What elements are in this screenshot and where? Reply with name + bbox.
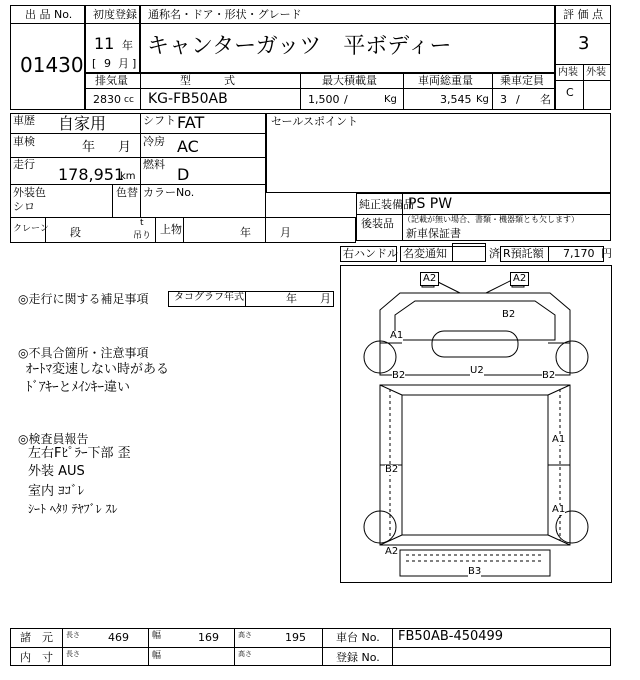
- fuel-label: 燃料: [143, 158, 165, 171]
- displacement-label: 排気量: [95, 74, 128, 87]
- gross-weight-unit: Kg: [476, 94, 489, 105]
- max-load-label: 最大積載量: [322, 74, 377, 87]
- history-value: 自家用: [58, 114, 107, 133]
- code-a2-right-mirror: A2: [510, 272, 529, 286]
- truck-damage-diagram: [340, 265, 612, 583]
- inner-dims-label: 内 寸: [20, 651, 53, 664]
- model-value: KG-FB50AB: [148, 91, 228, 107]
- code-b2-left-side: B2: [385, 464, 399, 475]
- code-b3-rear: B3: [468, 566, 482, 577]
- code-a2-left-rear: A2: [385, 546, 399, 557]
- history-label: 車歴: [13, 114, 35, 127]
- crane-lift-unit: 吊り: [133, 231, 152, 241]
- tachograph-label: タコグラフ年式: [174, 292, 244, 303]
- code-b2-roof: B2: [502, 309, 516, 320]
- interior-grade-label: 内装: [558, 67, 578, 78]
- code-a2-left-mirror: A2: [420, 272, 439, 286]
- defects-label: ◎不具合箇所・注意事項: [18, 346, 149, 360]
- gross-weight-label: 車両総重量: [418, 74, 473, 87]
- report-1: 左右Fﾋﾟﾗｰ下部 歪: [28, 446, 131, 461]
- grade-label: 評 価 点: [563, 8, 603, 21]
- shift-label: シフト: [143, 114, 176, 127]
- length-value: 469: [108, 631, 129, 644]
- vehicle-name-label: 通称名・ドア・形状・グレード: [148, 8, 302, 21]
- max-load-value: 1,500: [308, 93, 340, 106]
- code-b2-right-pillar: B2: [542, 370, 556, 381]
- ext-color-label: 外装色: [13, 186, 46, 199]
- steering-value: 右ハンドル: [343, 247, 398, 260]
- length-label: 長さ: [66, 631, 80, 639]
- inner-width-label: 幅: [152, 651, 162, 661]
- defect-1: ｵｰﾄﾏ変速しない時がある: [26, 362, 170, 377]
- height-label: 高さ: [238, 631, 252, 639]
- sales-point-label: セールスポイント: [271, 115, 359, 128]
- capacity-label: 乗車定員: [500, 74, 544, 87]
- first-registration-label: 初度登録: [93, 8, 137, 21]
- crane-label: クレーン: [13, 224, 49, 234]
- crane-stage-unit: 段: [70, 226, 81, 239]
- crane-ton-unit: t: [140, 218, 144, 228]
- dims-label: 諸 元: [20, 631, 53, 644]
- model-label: 型 式: [180, 74, 235, 87]
- grade-value: 3: [578, 33, 590, 54]
- chassis-value: FB50AB-450499: [398, 629, 504, 644]
- registration-no-label: 登録 No.: [336, 651, 380, 664]
- fuel-value: D: [177, 165, 190, 184]
- height-value: 195: [285, 631, 306, 644]
- report-3: 室内 ﾖｺﾞﾚ: [28, 484, 85, 499]
- displacement-value: 2830: [93, 93, 121, 106]
- width-value: 169: [198, 631, 219, 644]
- lot-number-label: 出 品 No.: [25, 8, 73, 21]
- inspection-month-unit: 月: [118, 140, 132, 155]
- code-a1-left-door: A1: [390, 330, 404, 341]
- capacity-unit: 名: [540, 93, 551, 106]
- registration-month: 9: [104, 57, 111, 70]
- recycle-label: R預託額: [503, 247, 544, 260]
- driving-notes-label: ◎走行に関する補足事項: [18, 292, 149, 306]
- inner-length-label: 長さ: [66, 650, 80, 658]
- lot-number: 01430: [20, 53, 84, 77]
- recycle-value: 7,170: [563, 247, 595, 260]
- mileage-unit: km: [120, 171, 136, 182]
- width-label: 幅: [152, 631, 162, 641]
- gross-weight-value: 3,545: [440, 93, 472, 106]
- chassis-label: 車台 No.: [336, 631, 380, 644]
- code-a1-right-rear: A1: [552, 504, 566, 515]
- registration-year: 11: [94, 34, 115, 53]
- interior-grade-value: C: [566, 86, 574, 99]
- upper-label: 上物: [160, 223, 182, 236]
- ac-value: AC: [177, 137, 199, 156]
- mileage-value: 178,951: [58, 165, 125, 184]
- inspection-year-unit: 年: [82, 140, 96, 155]
- inner-height-label: 高さ: [238, 650, 252, 658]
- shift-value: FAT: [177, 113, 205, 132]
- name-change-value-box: [452, 243, 486, 262]
- year-unit: 年: [122, 39, 133, 52]
- name-change-label: 名変通知: [403, 247, 447, 260]
- exterior-grade-label: 外装: [586, 67, 606, 78]
- equipment-value: PS PW: [408, 196, 453, 212]
- vehicle-name: キャンターガッツ 平ボディー: [147, 34, 452, 59]
- warranty-text: 新車保証書: [406, 227, 461, 240]
- tachograph-year-unit: 年: [286, 292, 297, 305]
- color-no-label: カラーNo.: [143, 186, 195, 199]
- upper-year-unit: 年: [240, 226, 251, 239]
- defect-2: ﾄﾞｱｷｰとﾒｲﾝｷｰ違い: [26, 380, 131, 395]
- color-change-label: 色替: [116, 186, 138, 199]
- report-4: ｼｰﾄ ﾍﾀﾘ ﾃﾔﾌﾞﾚ ｽﾚ: [28, 502, 118, 516]
- ext-color-value: シロ: [13, 200, 35, 213]
- inspector-report-label: ◎検査員報告: [18, 432, 89, 446]
- report-2: 外装 AUS: [28, 464, 85, 479]
- max-load-unit: Kg: [384, 94, 397, 105]
- code-u2-cab: U2: [470, 365, 484, 376]
- tachograph-month-unit: 月: [320, 292, 331, 305]
- upper-month-unit: 月: [280, 226, 291, 239]
- inspection-label: 車検: [13, 135, 35, 148]
- month-unit: 月: [118, 57, 129, 70]
- ac-label: 冷房: [143, 135, 165, 148]
- capacity-value: 3: [500, 93, 507, 106]
- odometer-prefix: 済: [489, 247, 500, 260]
- mileage-label: 走行: [13, 158, 35, 171]
- aftermarket-note: （記載が無い場合、書類・機器類とも欠します）: [403, 215, 579, 224]
- equipment-label: 純正装備品: [359, 198, 414, 211]
- recycle-unit: 円: [601, 247, 612, 260]
- displacement-unit: cc: [124, 95, 134, 105]
- aftermarket-label: 後装品: [361, 217, 394, 230]
- code-b2-left-pillar: B2: [392, 370, 406, 381]
- code-a1-right-side: A1: [552, 434, 566, 445]
